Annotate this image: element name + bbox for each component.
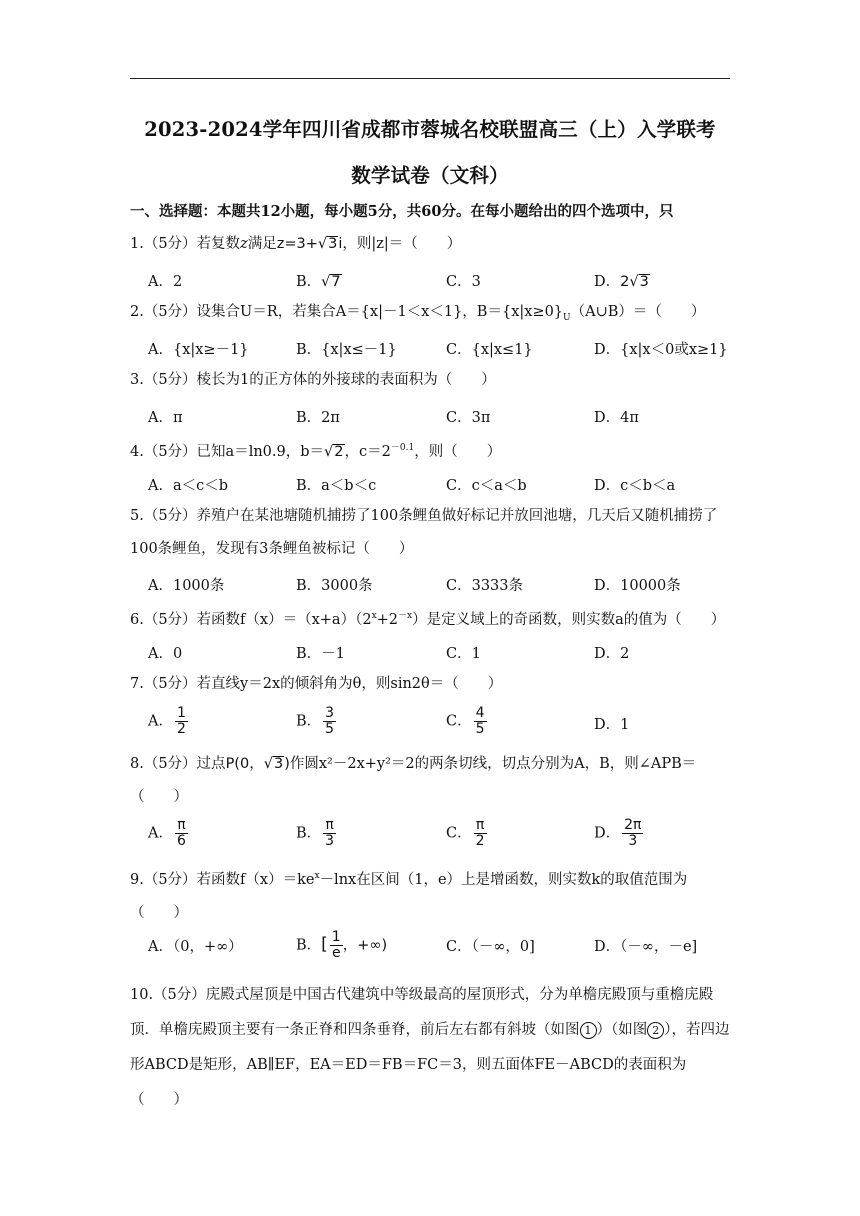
option-b[interactable]: B． $\frac{\pi}{3}$ (296, 817, 335, 849)
option-c[interactable]: C．3π (446, 410, 491, 426)
option-a[interactable]: A．1000条 (148, 578, 225, 594)
question-3: 3.（5分）棱长为1的正方体的外接球的表面积为（ ） (130, 372, 496, 388)
option-c[interactable]: C．3 (446, 274, 481, 290)
question-5: 5.（5分）养殖户在某池塘随机捕捞了100条鲤鱼做好标记并放回池塘，几天后又随机捕捞了100条鲤鱼，发现有3条鲤鱼被标记（ ） (130, 508, 718, 557)
question-7-options (148, 706, 748, 736)
option-c[interactable]: C． $\frac{4}{5}$ (446, 705, 485, 737)
question-8-options (148, 818, 748, 848)
option-b[interactable]: B．3000条 (296, 578, 373, 594)
option-c[interactable]: C．c＜a＜b (446, 478, 527, 494)
option-d[interactable]: D．4π (594, 410, 639, 426)
section-heading: 一、选择题：本题共12小题，每小题5分，共60分。在每小题给出的四个选项中，只 (130, 203, 674, 220)
option-a[interactable]: A．0 (148, 646, 183, 662)
header-rule (130, 78, 730, 79)
option-c[interactable]: C．（－∞，0] (446, 939, 535, 955)
option-b[interactable]: B． $\frac{3}{5}$ (296, 705, 335, 737)
option-b[interactable]: B．{x|x≤－1} (296, 342, 397, 358)
option-b[interactable]: B．[ $\frac{1}{e}$ ，+∞) (296, 929, 388, 961)
question-6: 6.（5分）若函数$f(x)=(x+a)(2^x+2^{-x})$是定义域上的奇函数，则实数a的值为（ ） (130, 611, 726, 628)
option-b[interactable]: B．√7 (296, 274, 341, 290)
option-a[interactable]: A．a＜c＜b (148, 478, 229, 494)
option-a[interactable]: A．π (148, 410, 183, 426)
option-d[interactable]: D．2√3 (594, 274, 649, 290)
option-d[interactable]: D．c＜b＜a (594, 478, 676, 494)
option-d[interactable]: D． $\frac{2\pi}{3}$ (594, 817, 642, 849)
option-d[interactable]: D．（－∞，－e] (594, 939, 698, 955)
question-1: 1.（5分）若复数z满足z=3+√3i，则|z|＝（ ） (130, 236, 462, 252)
option-a[interactable]: A．（0，+∞） (148, 939, 243, 955)
option-c[interactable]: C．{x|x≤1} (446, 342, 533, 358)
option-d[interactable]: D．2 (594, 646, 630, 662)
option-a[interactable]: A． $\frac{1}{2}$ (148, 705, 186, 737)
question-8: 8.（5分）过点P(0，√3)作圆x²－2x+y²＝2的两条切线，切点分别为A，B，则∠APB＝（ ） (130, 756, 697, 805)
option-b[interactable]: B．a＜b＜c (296, 478, 377, 494)
question-10: 10.（5分）庑殿式屋顶是中国古代建筑中等级最高的屋顶形式，分为单檐庑殿顶与重檐庑殿顶．单檐庑殿顶主要有一条正脊和四条垂脊，前后左右都有斜坡（如图 1 ）（如图 2 ），若四边形ABCD是矩形，AB∥EF，EA＝ED＝FB＝FC＝3，则五面体FE－ABCD的表面积为（ ） (130, 987, 730, 1108)
option-c[interactable]: C． $\frac{\pi}{2}$ (446, 817, 485, 849)
option-d[interactable]: D．{x|x＜0或x≥1} (594, 342, 728, 358)
option-c[interactable]: C．3333条 (446, 578, 523, 594)
option-a[interactable]: A．2 (148, 274, 183, 290)
question-9-options (148, 930, 748, 960)
option-d[interactable]: D．1 (594, 717, 630, 733)
option-a[interactable]: A． $\frac{\pi}{6}$ (148, 817, 186, 849)
exam-title-line2: 数学试卷（文科） (351, 164, 509, 187)
question-4: 4.（5分）已知a＝ln0.9，b＝√2，$c=2^{-0.1}$，则（ ） (130, 443, 502, 460)
question-9: 9.（5分）若函数$f(x)=ke^x-\ln x$在区间（1，e）上是增函数，则实数k的取值范围为（ ） (130, 871, 688, 921)
option-b[interactable]: B．2π (296, 410, 340, 426)
option-c[interactable]: C．1 (446, 646, 481, 662)
option-d[interactable]: D．10000条 (594, 578, 681, 594)
exam-title-line1: 2023-2024学年四川省成都市蓉城名校联盟高三（上）入学联考 (144, 118, 716, 141)
question-2: 2.（5分）设集合U＝R，若集合A＝{x|－1＜x＜1}，$B=\{x|x\ge 0\}_U(A\cup B)=$（ ） (130, 304, 706, 323)
question-7: 7.（5分）若直线y＝2x的倾斜角为θ，则sin2θ＝（ ） (130, 676, 503, 692)
option-a[interactable]: A．{x|x≥－1} (148, 342, 249, 358)
option-b[interactable]: B．－1 (296, 646, 345, 662)
